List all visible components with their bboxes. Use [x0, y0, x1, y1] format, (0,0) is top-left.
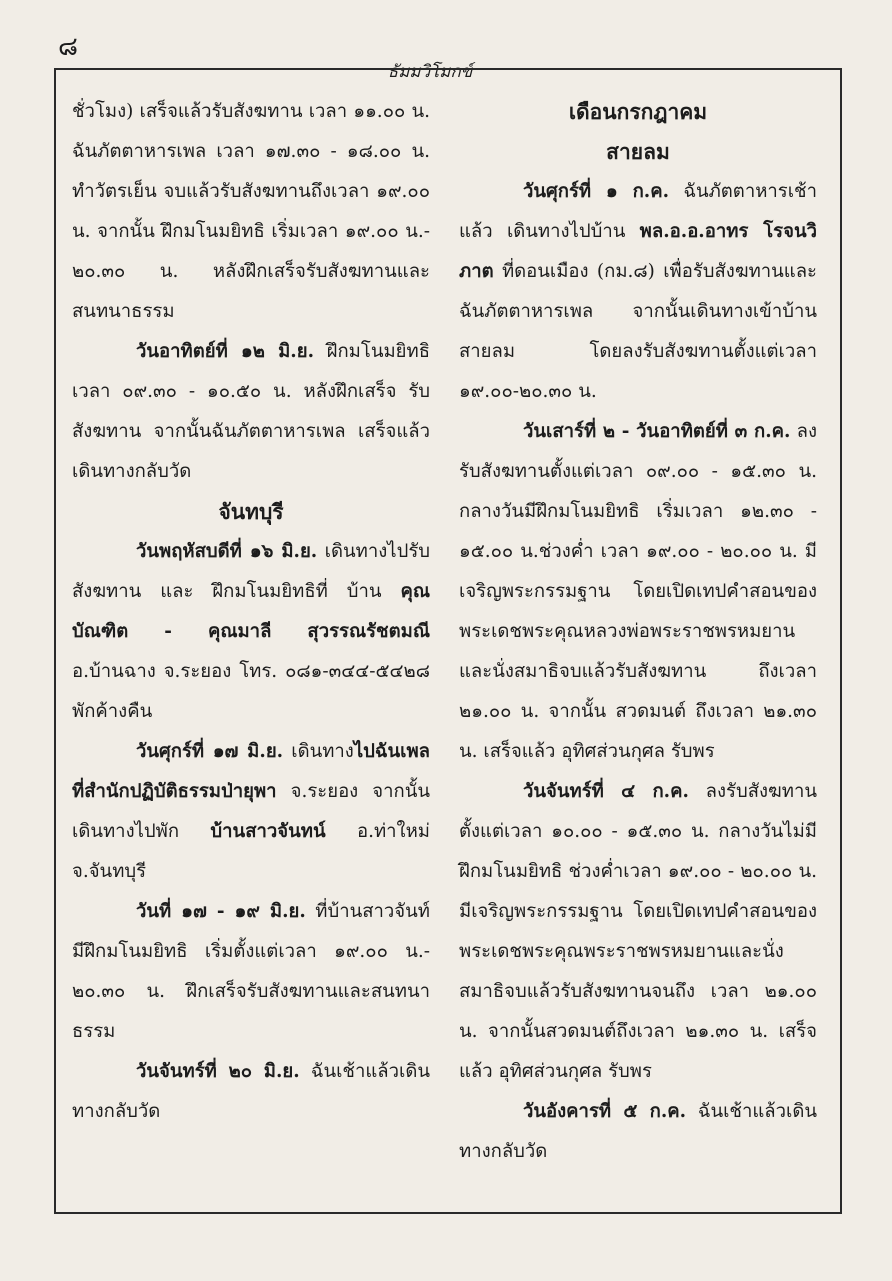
schedule-text: ลงรับสังฆทานตั้งแต่เวลา ๐๙.๐๐ - ๑๕.๓๐ น. กลางวันมีฝึกมโนมยิทธิ เริ่มเวลา ๑๒.๓๐ - ๑๕.๐๐ น.ช่วงค่ำ เวลา ๑๙.๐๐ - ๒๐.๐๐ น. มีเจริญพระกรรมฐาน โดยเปิดเทปคำสอนของพระเดชพระคุณหลวงพ่อพระราชพรหมยาน และนั่งสมาธิจบแล้วรับสังฆทาน ถึงเวลา ๒๑.๐๐ น. จากนั้น สวดมนต์ ถึงเวลา ๒๑.๓๐ น. เสร็จแล้ว อุทิศส่วนกุศล รับพร [459, 421, 817, 762]
host-name: พล.อ.อ.อาทร โรจนวิภาต [459, 221, 817, 282]
paragraph [459, 1092, 817, 1172]
schedule-date: วันอาทิตย์ที่ ๑๒ มิ.ย. [136, 341, 315, 362]
schedule-text: ฝึกมโนมยิทธิ เวลา ๐๙.๓๐ - ๑๐.๕๐ น. หลังฝึกเสร็จ รับสังฆทาน จากนั้นฉันภัตตาหารเพล เสร็จแล้วเดินทางกลับวัด [72, 341, 430, 482]
schedule-text: ลงรับสังฆทาน ตั้งแต่เวลา ๑๐.๐๐ - ๑๕.๓๐ น. กลางวันไม่มีฝึกมโนมยิทธิ ช่วงค่ำเวลา ๑๙.๐๐ - ๒๐.๐๐ น. มีเจริญพระกรรมฐาน โดยเปิดเทปคำสอนของพระเดชพระคุณพระราชพรหมยานและนั่งสมาธิจบแล้วรับสังฆทานจนถึง เวลา ๒๑.๐๐ น. จากนั้นสวดมนต์ถึงเวลา ๒๑.๓๐ น. เสร็จแล้ว อุทิศส่วนกุศล รับพร [459, 781, 817, 1082]
schedule-text: ฉันภัตตาหารเช้าแล้ว เดินทางไปบ้าน [459, 181, 817, 242]
paragraph [72, 332, 430, 492]
paragraph [72, 1052, 430, 1132]
page-number: ๘ [58, 32, 79, 62]
schedule-date: วันเสาร์ที่ ๒ - วันอาทิตย์ที่ ๓ ก.ค. [523, 421, 791, 442]
place-name: บ้านสาวจันทน์ [210, 821, 326, 842]
paragraph [72, 892, 430, 1052]
schedule-text: อ.บ้านฉาง จ.ระยอง โทร. ๐๘๑-๓๔๔-๕๔๒๘ พักค้างคืน [72, 661, 430, 722]
schedule-date: วันศุกร์ที่ ๑ ก.ค. [523, 181, 670, 202]
schedule-date: วันอังคารที่ ๕ ก.ค. [523, 1101, 687, 1122]
schedule-text: อ.ท่าใหม่ จ.จันทบุรี [72, 821, 430, 882]
schedule-date: วันพฤหัสบดีที่ ๑๖ มิ.ย. [136, 541, 318, 562]
section-heading: จันทบุรี [218, 499, 284, 524]
schedule-date: วันจันทร์ที่ ๒๐ มิ.ย. [136, 1061, 300, 1082]
paragraph [72, 732, 430, 892]
paragraph [459, 412, 817, 772]
running-head: ธัมมวิโมกข์ [387, 62, 473, 82]
schedule-text: เดินทาง [283, 741, 354, 762]
place-name: ไปฉันเพลที่สำนักปฏิบัติธรรมป่ายุพา [72, 741, 430, 802]
schedule-text: เดินทางไปรับสังฆทาน และ ฝึกมโนมยิทธิที่ บ้าน [72, 541, 430, 602]
right-column [459, 92, 817, 1172]
schedule-date: วันจันทร์ที่ ๔ ก.ค. [523, 781, 689, 802]
schedule-date: วันที่ ๑๗ - ๑๙ มิ.ย. [136, 901, 306, 922]
schedule-text: ฉันเช้าแล้วเดินทางกลับวัด [72, 1061, 430, 1122]
schedule-text: ที่บ้านสาวจันท์ มีฝึกมโนมยิทธิ เริ่มตั้งแต่เวลา ๑๙.๐๐ น.- ๒๐.๓๐ น. ฝึกเสร็จรับสังฆทานและสนทนาธรรม [72, 901, 430, 1042]
month-heading: เดือนกรกฎาคม [568, 99, 708, 124]
schedule-date: วันศุกร์ที่ ๑๗ มิ.ย. [136, 741, 284, 762]
paragraph [72, 532, 430, 732]
host-name: คุณบัณฑิต - คุณมาลี สุวรรณรัชตมณี [72, 581, 430, 642]
schedule-text: ฉันเช้าแล้วเดินทางกลับวัด [459, 1101, 818, 1162]
schedule-text: ที่ดอนเมือง (กม.๘) เพื่อรับสังฆทานและฉันภัตตาหารเพล จากนั้นเดินทางเข้าบ้านสายลม โดยลงรับสังฆทานตั้งแต่เวลา ๑๙.๐๐-๒๐.๓๐ น. [459, 261, 817, 402]
paragraph: ชั่วโมง) เสร็จแล้วรับสังฆทาน เวลา ๑๑.๐๐ น. ฉันภัตตาหารเพล เวลา ๑๗.๓๐ - ๑๘.๐๐ น. ทำวัตรเย็น จบแล้วรับสังฆทานถึงเวลา ๑๙.๐๐ น. จากนั้น ฝึกมโนมยิทธิ เริ่มเวลา ๑๙.๐๐ น.- ๒๐.๓๐ น. หลังฝึกเสร็จรับสังฆทานและสนทนาธรรม [72, 101, 430, 322]
schedule-text: จ.ระยอง จากนั้นเดินทางไปพัก [72, 781, 430, 842]
location-heading: สายลม [606, 139, 670, 164]
paragraph [459, 772, 817, 1092]
paragraph [459, 172, 817, 412]
left-column [72, 92, 430, 1132]
